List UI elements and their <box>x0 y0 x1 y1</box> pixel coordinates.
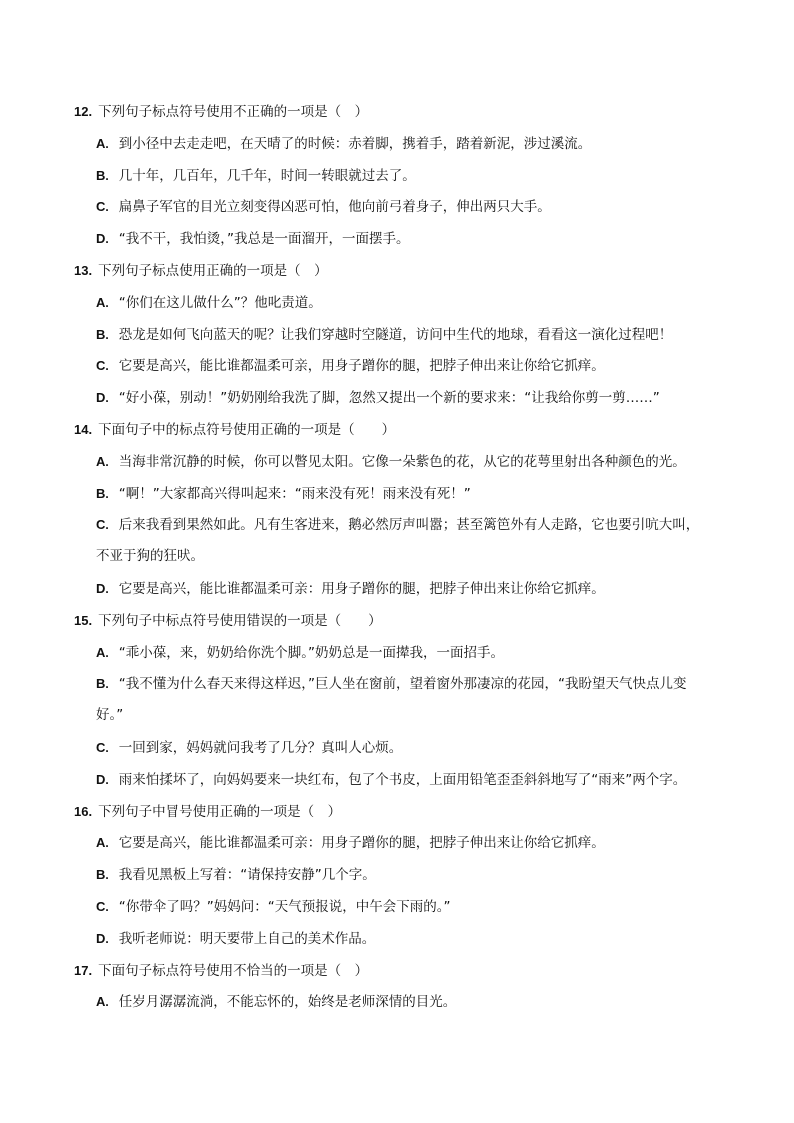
question-stem: 下面句子标点符号使用不恰当的一项是（ ） <box>98 962 369 979</box>
option-b <box>0 160 794 192</box>
option-c-continued <box>0 541 794 573</box>
option-letter: A <box>96 453 106 469</box>
option-text: 几十年，几百年，几千年，时间一转眼就过去了。 <box>118 167 416 184</box>
option-letter: A <box>96 994 106 1010</box>
option-b <box>0 668 794 700</box>
question-stem-line <box>0 255 794 287</box>
question-number-dot: . <box>88 962 93 978</box>
option-text: “乖小葆，来，奶奶给你洗个脚。”奶奶总是一面撵我，一面招手。 <box>118 644 504 661</box>
option-text: 任岁月潺潺流淌，不能忘怀的，始终是老师深情的目光。 <box>118 994 457 1011</box>
option-text: “我不干，我怕烫，”我总是一面溜开，一面摆手。 <box>118 231 410 248</box>
option-letter-dot: . <box>105 359 109 374</box>
option-letter-dot: . <box>105 581 109 596</box>
option-letter: C <box>96 517 106 533</box>
option-text: 当海非常沉静的时候，你可以瞥见太阳。它像一朵紫色的花，从它的花萼里射出各种颜色的光。 <box>118 453 686 470</box>
option-c <box>0 350 794 382</box>
option-text: 雨来怕揉坏了，向妈妈要来一块红布，包了个书皮，上面用铅笔歪歪斜斜地写了“雨来”两个字。 <box>118 771 687 788</box>
question-stem-line <box>0 414 794 446</box>
question-12 <box>0 96 794 255</box>
option-letter: A <box>96 135 106 151</box>
option-b <box>0 319 794 351</box>
option-letter: B <box>96 326 106 342</box>
option-letter: B <box>96 167 106 183</box>
option-letter: C <box>96 739 106 755</box>
question-number-dot: . <box>88 421 93 437</box>
question-stem-line <box>0 955 794 987</box>
option-letter-dot: . <box>105 327 109 342</box>
option-c <box>0 509 794 541</box>
option-text: “你带伞了吗？”妈妈问：“天气预报说，中午会下雨的。” <box>118 898 451 915</box>
option-a <box>0 446 794 478</box>
option-b <box>0 478 794 510</box>
option-letter-dot: . <box>105 518 109 533</box>
option-text: 扁鼻子军官的目光立刻变得凶恶可怕，他向前弓着身子，伸出两只大手。 <box>118 199 551 216</box>
option-letter: A <box>96 644 106 660</box>
option-letter-dot: . <box>105 899 109 914</box>
option-c <box>0 732 794 764</box>
option-text: 一回到家，妈妈就问我考了几分？真叫人心烦。 <box>118 739 403 756</box>
option-d <box>0 923 794 955</box>
option-text: 我看见黑板上写着：“请保持安静”几个字。 <box>118 867 376 884</box>
question-number-dot: . <box>88 803 93 819</box>
option-letter-dot: . <box>105 454 109 469</box>
question-stem: 下列句子标点符号使用不正确的一项是（ ） <box>98 104 369 120</box>
option-text: 不亚于狗的狂吠。 <box>96 548 204 565</box>
question-number: 13 <box>74 262 89 278</box>
option-letter-dot: . <box>105 645 109 660</box>
question-number-dot: . <box>88 262 93 278</box>
option-text: 后来我看到果然如此。凡有生客进来，鹅必然厉声叫嚣；甚至篱笆外有人走路，它也要引吭大叫， <box>118 517 700 534</box>
question-list <box>0 96 794 1018</box>
question-stem: 下列句子中标点符号使用错误的一项是（ ） <box>98 612 382 629</box>
option-b-continued <box>0 700 794 732</box>
option-a <box>0 827 794 859</box>
option-letter: D <box>96 930 106 946</box>
question-number: 14 <box>74 421 89 437</box>
option-letter-dot: . <box>105 772 109 787</box>
option-d <box>0 764 794 796</box>
option-letter: B <box>96 676 106 692</box>
option-text: “你们在这儿做什么”？他叱责道。 <box>118 294 322 311</box>
question-number: 17 <box>74 962 89 978</box>
option-letter-dot: . <box>105 868 109 883</box>
option-text: 恐龙是如何飞向蓝天的呢？让我们穿越时空隧道，访问中生代的地球，看看这一演化过程吧！ <box>118 326 673 343</box>
option-a <box>0 287 794 319</box>
option-c <box>0 891 794 923</box>
option-d <box>0 223 794 255</box>
option-letter-dot: . <box>105 677 109 692</box>
question-stem-line <box>0 96 794 128</box>
question-stem-line <box>0 605 794 637</box>
option-letter: C <box>96 199 106 215</box>
question-16 <box>0 796 794 955</box>
option-letter-dot: . <box>105 200 109 215</box>
option-letter: D <box>96 771 106 787</box>
question-17 <box>0 955 794 1019</box>
option-letter: D <box>96 390 106 406</box>
question-number-dot: . <box>88 612 93 628</box>
option-a <box>0 986 794 1018</box>
option-text: 好。” <box>96 707 124 724</box>
option-letter-dot: . <box>105 295 109 310</box>
option-a <box>0 128 794 160</box>
option-text: “好小葆，别动！”奶奶刚给我洗了脚，忽然又提出一个新的要求来：“让我给你剪一剪……” <box>118 390 660 407</box>
option-letter: B <box>96 867 106 883</box>
question-number: 12 <box>74 104 89 119</box>
question-14 <box>0 414 794 605</box>
option-letter-dot: . <box>105 740 109 755</box>
option-text: 它要是高兴，能比谁都温柔可亲，用身子蹭你的腿，把脖子伸出来让你给它抓痒。 <box>118 358 605 375</box>
option-letter-dot: . <box>105 836 109 851</box>
option-d <box>0 573 794 605</box>
option-letter: C <box>96 898 106 914</box>
question-stem: 下面句子中的标点符号使用正确的一项是（ ） <box>98 421 396 438</box>
question-15 <box>0 605 794 796</box>
option-letter: A <box>96 294 106 310</box>
option-text: 它要是高兴，能比谁都温柔可亲：用身子蹭你的腿，把脖子伸出来让你给它抓痒。 <box>118 580 605 597</box>
option-text: 到小径中去走走吧，在天晴了的时候：赤着脚，携着手，踏着新泥，涉过溪流。 <box>118 135 592 152</box>
option-text: “啊！”大家都高兴得叫起来：“雨来没有死！雨来没有死！” <box>118 485 471 502</box>
question-stem: 下列句子中冒号使用正确的一项是（ ） <box>98 803 342 820</box>
option-text: 它要是高兴，能比谁都温柔可亲：用身子蹭你的腿，把脖子伸出来让你给它抓痒。 <box>118 835 605 852</box>
question-stem-line <box>0 796 794 828</box>
option-letter: D <box>96 231 106 247</box>
question-stem: 下列句子标点使用正确的一项是（ ） <box>98 262 328 279</box>
option-text: 我听老师说：明天要带上自己的美术作品。 <box>118 930 376 947</box>
option-letter-dot: . <box>105 486 109 501</box>
option-a <box>0 637 794 669</box>
option-text: “我不懂为什么春天来得这样迟，”巨人坐在窗前，望着窗外那凄凉的花园，“我盼望天气快点儿变 <box>118 676 687 693</box>
option-b <box>0 859 794 891</box>
option-letter: C <box>96 358 106 374</box>
option-letter: A <box>96 835 106 851</box>
option-letter: B <box>96 485 106 501</box>
question-13 <box>0 255 794 414</box>
question-number: 15 <box>74 612 89 628</box>
option-letter-dot: . <box>105 168 109 183</box>
option-d <box>0 382 794 414</box>
question-number: 16 <box>74 803 89 819</box>
option-letter-dot: . <box>105 995 109 1010</box>
option-letter: D <box>96 580 106 596</box>
option-letter-dot: . <box>105 136 109 151</box>
option-letter-dot: . <box>105 391 109 406</box>
option-letter-dot: . <box>105 931 109 946</box>
question-number-dot: . <box>88 104 93 119</box>
option-letter-dot: . <box>105 232 109 247</box>
option-c <box>0 191 794 223</box>
